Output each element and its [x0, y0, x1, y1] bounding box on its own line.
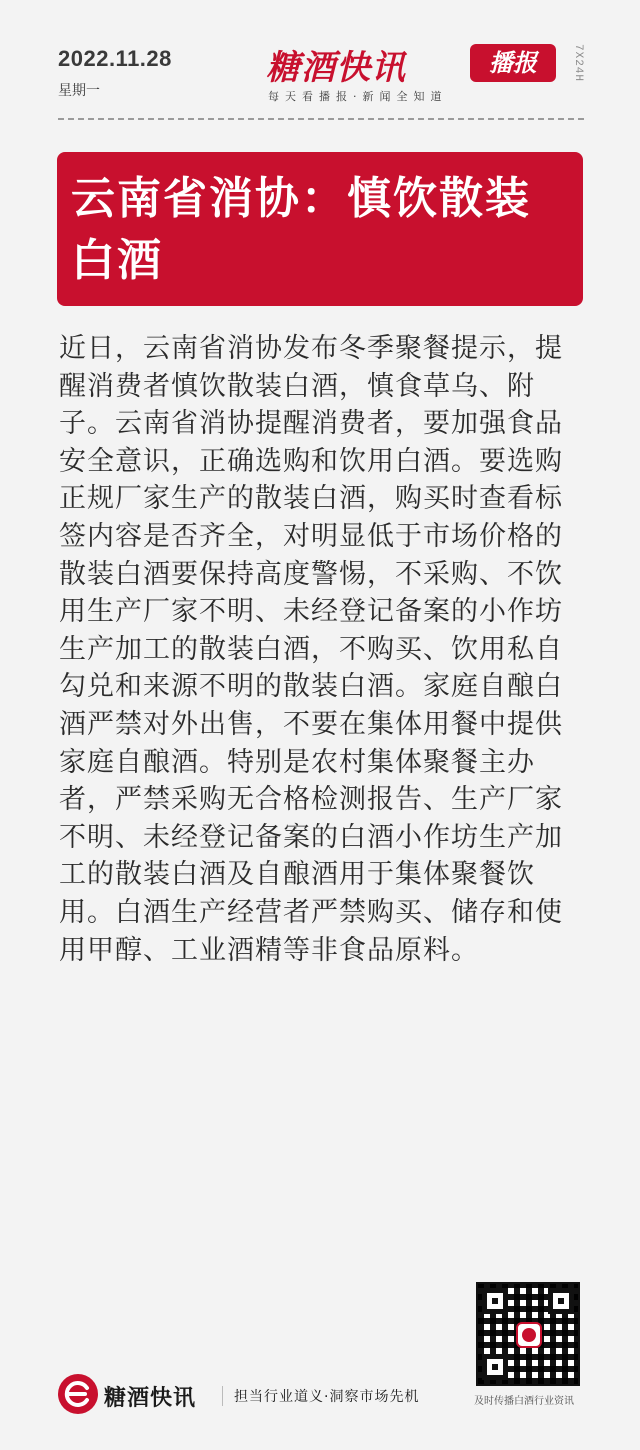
qr-finder-top-left [482, 1288, 508, 1314]
vertical-code: 7X24H [572, 44, 584, 83]
brand-badge: 播报 [470, 44, 556, 82]
page-header [0, 0, 640, 130]
article-body: 近日，云南省消协发布冬季聚餐提示，提醒消费者慎饮散装白酒，慎食草乌、附子。云南省消协提醒消费者，要加强食品安全意识，正确选购和饮用白酒。要选购正规厂家生产的散装白酒，购买时查看标签内容是否齐全，对明显低于市场价格的散装白酒要保持高度警惕，不采购、不饮用生产厂家不明、未经登记备案的小作坊生产加工的散装白酒，不购买、饮用私自勾兑和来源不明的散装白酒。家庭自酿白酒严禁对外出售，不要在集体用餐中提供家庭自酿酒。特别是农村集体聚餐主办者，严禁采购无合格检测报告、生产厂家不明、未经登记备案的白酒小作坊生产加工的散装白酒及自酿酒用于集体聚餐饮用。白酒生产经营者严禁购买、储存和使用甲醇、工业酒精等非食品原料。 [59, 333, 563, 966]
publish-weekday: 星期一 [58, 83, 100, 99]
qr-code-icon[interactable] [476, 1282, 580, 1386]
qr-caption: 及时传播白酒行业资讯 [474, 1396, 574, 1407]
footer-divider [222, 1386, 223, 1406]
header-divider [58, 118, 584, 120]
publish-date: 2022.11.28 [58, 46, 172, 71]
headline-title: 云南省消协：慎饮散装白酒 [71, 173, 531, 286]
qr-finder-top-right [548, 1288, 574, 1314]
headline-banner [57, 152, 583, 306]
qr-finder-bottom-left [482, 1354, 508, 1380]
brand-e-logo-icon [56, 1372, 100, 1416]
footer-tagline: 担当行业道义·洞察市场先机 [234, 1389, 420, 1405]
brand-slogan: 每天看播报·新闻全知道 [268, 90, 448, 103]
brand-title: 糖酒快讯 [266, 48, 406, 88]
footer-brand: 糖酒快讯 [104, 1386, 197, 1411]
qr-brand-logo-icon [516, 1322, 542, 1348]
